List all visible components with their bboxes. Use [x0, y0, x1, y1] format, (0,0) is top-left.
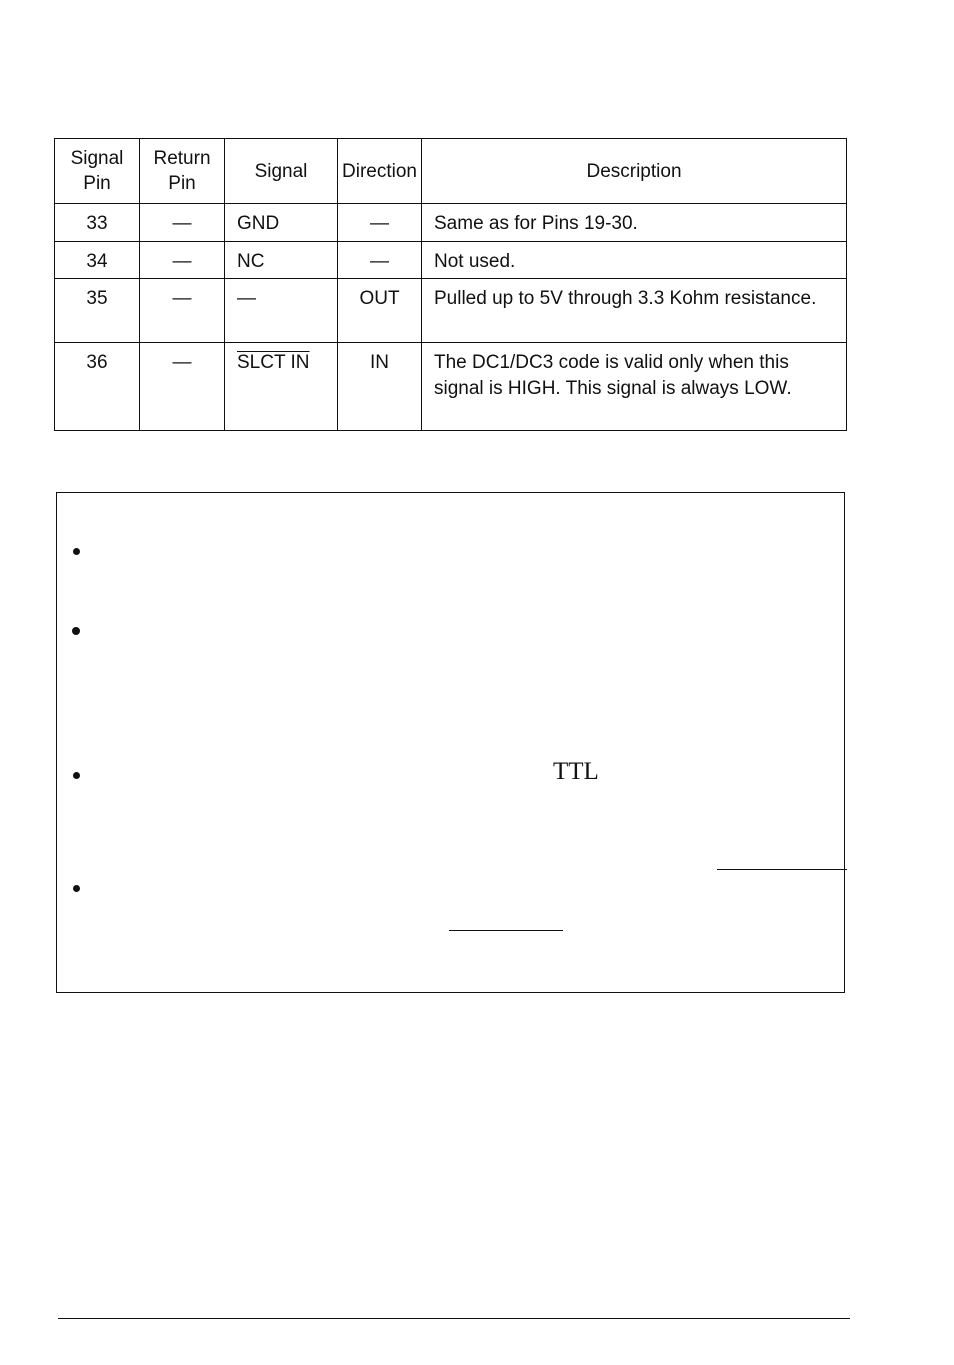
signal-slct-in: SLCT IN	[237, 352, 310, 373]
cell-signal	[225, 343, 338, 431]
cell-description: Not used.	[422, 242, 847, 279]
underline-rule	[449, 930, 563, 931]
footer-rule	[58, 1318, 850, 1319]
header-direction: Direction	[338, 139, 422, 204]
pin-signal-table	[54, 138, 847, 431]
ttl-label: TTL	[553, 758, 599, 785]
header-signal: Signal	[225, 139, 338, 204]
cell-direction: —	[338, 204, 422, 242]
header-return-pin: Return Pin	[140, 139, 225, 204]
cell-signal: —	[225, 279, 338, 343]
table-header-row	[55, 139, 847, 204]
cell-description: Pulled up to 5V through 3.3 Kohm resistance.	[422, 279, 847, 343]
table-row	[55, 279, 847, 343]
table-row	[55, 204, 847, 242]
bullet-icon	[73, 885, 80, 892]
cell-return-pin: —	[140, 204, 225, 242]
bullet-icon	[72, 627, 80, 635]
cell-description: Same as for Pins 19-30.	[422, 204, 847, 242]
cell-signal: NC	[225, 242, 338, 279]
table-row	[55, 242, 847, 279]
header-description: Description	[422, 139, 847, 204]
cell-signal-pin: 36	[55, 343, 140, 431]
cell-signal-pin: 34	[55, 242, 140, 279]
cell-signal: GND	[225, 204, 338, 242]
cell-return-pin: —	[140, 242, 225, 279]
table-row	[55, 343, 847, 431]
underline-rule	[717, 869, 847, 870]
cell-return-pin: —	[140, 343, 225, 431]
cell-signal-pin: 33	[55, 204, 140, 242]
header-signal-pin: Signal Pin	[55, 139, 140, 204]
cell-description: The DC1/DC3 code is valid only when this signal is HIGH. This signal is always LOW.	[422, 343, 847, 431]
cell-direction: OUT	[338, 279, 422, 343]
cell-return-pin: —	[140, 279, 225, 343]
bullet-icon	[73, 548, 80, 555]
notes-box	[56, 492, 845, 993]
cell-signal-pin: 35	[55, 279, 140, 343]
cell-direction: —	[338, 242, 422, 279]
cell-direction: IN	[338, 343, 422, 431]
bullet-icon	[73, 772, 80, 779]
